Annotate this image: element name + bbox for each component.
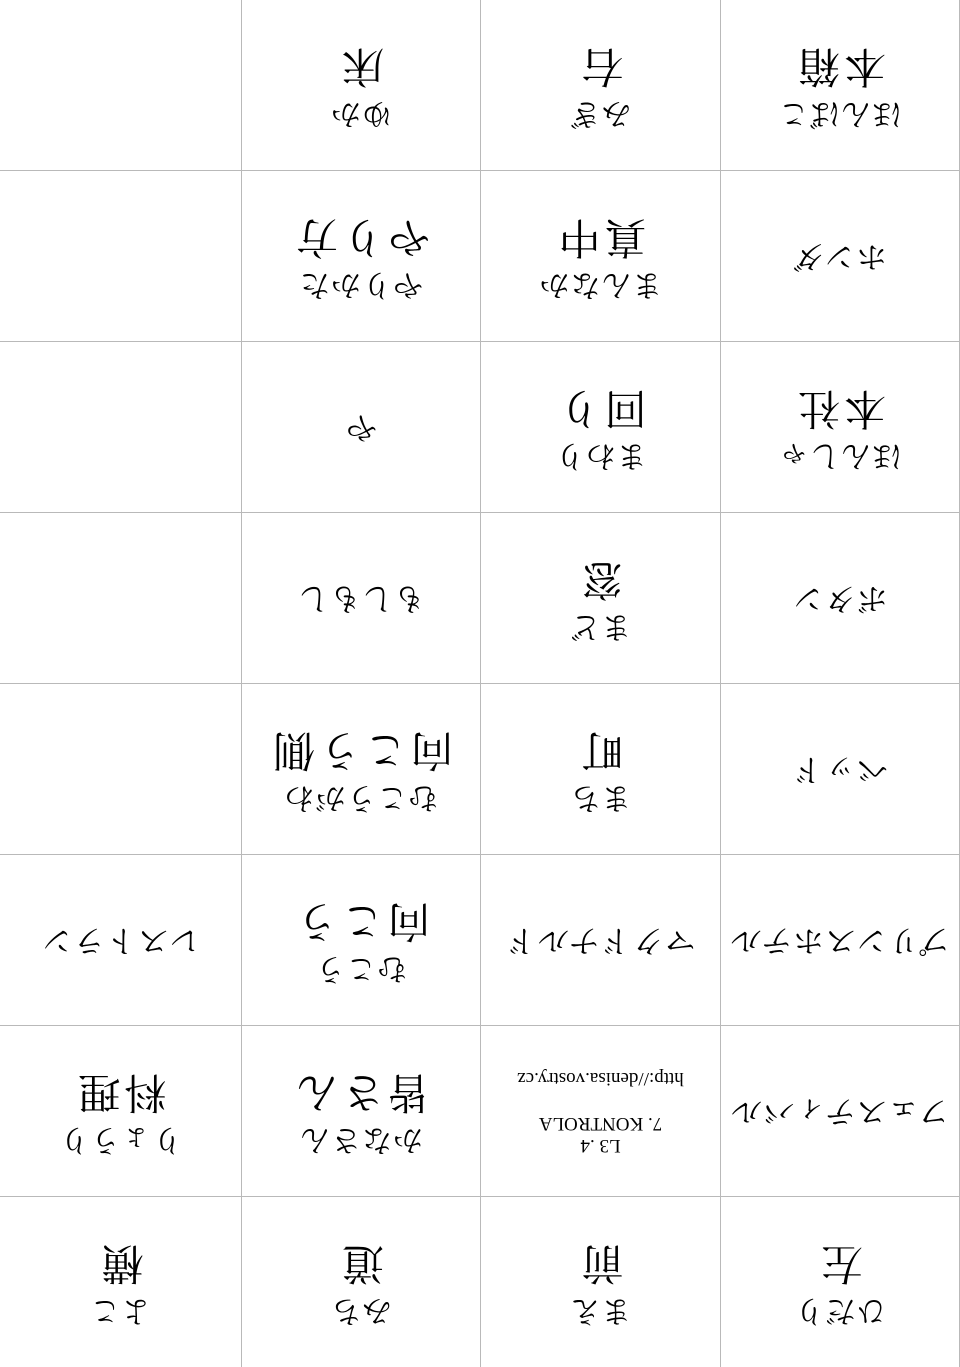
card-empty <box>0 512 241 683</box>
card-empty <box>0 0 241 170</box>
card-kanji: 右 <box>577 42 624 91</box>
card-reading: むこうがわ <box>283 780 439 815</box>
card-kanji: やり方 <box>292 213 431 262</box>
card-kanji: 向こう側 <box>269 726 454 775</box>
card-reading: ベッド <box>792 751 888 787</box>
card-moshimoshi <box>241 512 480 683</box>
card-kanji: 前 <box>577 1239 624 1288</box>
kontrola-title: 7. KONTROLA <box>538 1113 663 1134</box>
card-ryouri <box>0 1025 241 1196</box>
card-reading: まわり <box>554 438 647 473</box>
card-migi <box>480 0 720 170</box>
card-reading: よこ <box>89 1293 152 1328</box>
card-reading: むこう <box>314 951 408 986</box>
card-minasan <box>241 1025 480 1196</box>
card-empty <box>0 341 241 512</box>
card-reading: まえ <box>569 1293 632 1328</box>
card-honsha <box>720 341 960 512</box>
card-festival <box>720 1025 960 1196</box>
card-reading: や <box>345 409 377 445</box>
card-reading: ほんばこ <box>778 96 902 131</box>
card-bed <box>720 683 960 854</box>
card-reading: ひだり <box>793 1293 887 1328</box>
card-reading: マクドナルド <box>505 922 696 958</box>
card-mannaka <box>480 170 720 341</box>
card-prince-hotel <box>720 854 960 1025</box>
card-reading: ホンダ <box>792 238 888 274</box>
source-url: http://denisa.vostry.cz <box>517 1068 684 1089</box>
card-reading: プリンスホテル <box>729 922 951 958</box>
card-yuka <box>241 0 480 170</box>
card-kanji: 本箱 <box>794 42 887 91</box>
card-honda <box>720 170 960 341</box>
card-button <box>720 512 960 683</box>
card-reading: まんなか <box>538 267 663 302</box>
card-hidari <box>720 1196 960 1367</box>
card-kanji: 町 <box>577 726 624 775</box>
card-kanji: 真中 <box>554 213 647 262</box>
card-mawari <box>480 341 720 512</box>
card-kanji: 横 <box>97 1239 144 1288</box>
sheet-info-card <box>480 1025 720 1196</box>
card-kanji: 窓 <box>577 555 624 604</box>
card-restaurant <box>0 854 241 1025</box>
card-kanji: 回り <box>554 384 647 433</box>
card-kanji: 向こう <box>292 897 431 946</box>
card-yoko <box>0 1196 241 1367</box>
card-reading: りょうり <box>58 1122 183 1157</box>
card-empty <box>0 683 241 854</box>
card-empty <box>0 170 241 341</box>
card-reading: やりかた <box>299 267 423 302</box>
card-ya <box>241 341 480 512</box>
card-mukou <box>241 854 480 1025</box>
card-kanji: 床 <box>338 42 385 91</box>
card-machi <box>480 683 720 854</box>
card-reading: レストラン <box>40 922 201 958</box>
card-reading: まち <box>569 780 632 815</box>
card-reading: フェスティバル <box>730 1093 950 1129</box>
card-mukougawa <box>241 683 480 854</box>
card-reading: みぎ <box>569 96 632 131</box>
card-reading: みち <box>330 1293 392 1328</box>
card-kanji: 本社 <box>794 384 887 433</box>
card-reading: かなさん <box>299 1122 423 1157</box>
card-michi <box>241 1196 480 1367</box>
lesson-label: L3 .4 <box>580 1135 621 1156</box>
card-reading: もしもし <box>297 580 425 616</box>
card-honbako <box>720 0 960 170</box>
card-kanji: 左 <box>817 1239 864 1288</box>
card-kanji: 料理 <box>74 1068 167 1117</box>
card-reading: ゆか <box>330 96 392 131</box>
card-mae <box>480 1196 720 1367</box>
card-mado <box>480 512 720 683</box>
card-mcdonalds <box>480 854 720 1025</box>
card-kanji: 道 <box>338 1239 385 1288</box>
card-kanji: 皆さん <box>292 1068 431 1117</box>
card-reading: ボタン <box>792 580 888 616</box>
card-reading: ほんしゃ <box>778 438 902 473</box>
card-reading: まど <box>569 609 632 644</box>
card-yarikata <box>241 170 480 341</box>
